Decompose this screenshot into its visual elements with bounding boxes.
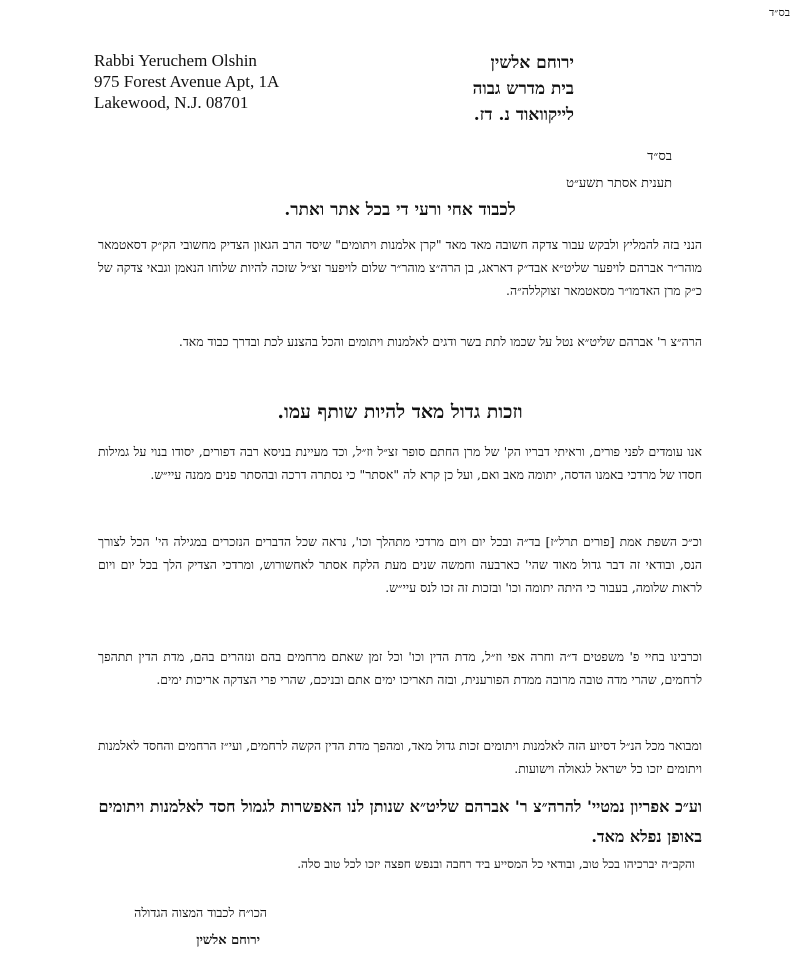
signature-name: ירוחם אלשין bbox=[196, 933, 260, 948]
blessing-line: והקב״ה יברכיהו בכל טוב, ובודאי כל המסייע ביד רחבה ובנפש חפצה יזכו לכל טוב סלה. bbox=[297, 857, 695, 871]
paragraph-conclusion: ומבואר מכל הנ״ל דסיוע הזה לאלמנות ויתומים זכות גדול מאד, ומהפך מדת הדין הקשה לרחמים, ועי״ז הרחמים והחסד לאלמנות ויתומים יזכו כל ישראל לגאולה וישועות. bbox=[98, 738, 702, 776]
bsd-top-mark: בס״ד bbox=[768, 6, 790, 19]
closing-statement: וע״כ אפריון נמטיי' להרה״צ ר' אברהם שליט״א שנותן לנו האפשרות לגמול חסד לאלמנות ויתומים באופן נפלא מאד. bbox=[98, 797, 702, 846]
salutation: לכבוד אחי ורעי די בכל אתר ואתר. bbox=[284, 200, 516, 220]
hebrew-address-institution: בית מדרש גבוה bbox=[472, 79, 574, 99]
paragraph-intro: הנני בזה להמליץ ולבקש עבור צדקה חשובה מאד מאד "קרן אלמנות ויתומים" שיסד הרב הגאון הצדיק מחשובי הק״ק דסאטמאר מוהר״ר אברהם לויפער שליט״א אבד״ק דאראג, בן הרה״צ מוהר״ר שלום לויפער זצ״ל שזכה להיות שלוחו הנאמן וגבאי צדקה של כ״ק מרן האדמו״ר מסאטמאר זצוקללה״ה. bbox=[98, 237, 702, 298]
bsd-mark: בס״ד bbox=[647, 149, 672, 164]
section-heading: וזכות גדול מאד להיות שותף עמו. bbox=[277, 401, 523, 423]
english-address-street: 975 Forest Avenue Apt, 1A bbox=[94, 72, 280, 91]
hebrew-address-name: ירוחם אלשין bbox=[490, 53, 574, 73]
paragraph-mission: הרה״צ ר' אברהם שליט״א נטל על שכמו לתת בשר ודגים לאלמנות ויתומים והכל בהצנע לכת ובדרך כבוד מאד. bbox=[178, 334, 702, 349]
english-address-name: Rabbi Yeruchem Olshin bbox=[94, 51, 257, 70]
paragraph-sfas-emes: וכ״כ השפת אמת [פורים תרל״ז] בד״ה ובכל יום ויום מרדכי מתהלך וכו', נראה שכל הדברים הנזכרים במגילה הי' הכל לצורך הנס, ובודאי זה דבר גדול מאוד שהי' כארבעה וחמשה שנים מעת הלקח אסתר לאחשורוש, ומרדכי הצדיק הלך בכל יום ויום לראות שלומה, בעבור כי היתה יתומה וכו' ובזכות זה זכו לנס עיי״ש. bbox=[98, 534, 702, 595]
signature-line: הכו״ח לכבוד המצוה הגדולה bbox=[134, 905, 267, 920]
paragraph-rabbeinu-bachya: וכרבינו בחיי פ' משפטים ד״ה וחרה אפי וז״ל, מדת הדין וכו' וכל זמן שאתם מרחמים בהם ונזהרים בהם, מדת הדין תתהפך לרחמים, שהרי מדה טובה מרובה ממדת הפורענית, ובזה תאריכו ימים אתם ובניכם, שהרי פרי הצדקה אריכות ימים. bbox=[98, 649, 702, 687]
english-address-city: Lakewood, N.J. 08701 bbox=[94, 93, 249, 112]
letter-date: תענית אסתר תשע״ט bbox=[566, 176, 672, 191]
paragraph-purim: אנו עומדים לפני פורים, וראיתי דבריו הק' של מרן החתם סופר זצ״ל וז״ל, וכד מעיינת בניסא רבה דפורים, יסודו בנוי על גמילות חסדו של מרדכי באמנו הדסה, יתומה מאב ואם, ועל כן קרא לה "אסתר" כי נסתרה דרכה ובהסתר פנים ממנה עיי״ש. bbox=[98, 444, 702, 482]
hebrew-address-city: לייקוואוד נ. דז. bbox=[473, 105, 574, 125]
hebrew-address bbox=[334, 50, 574, 128]
